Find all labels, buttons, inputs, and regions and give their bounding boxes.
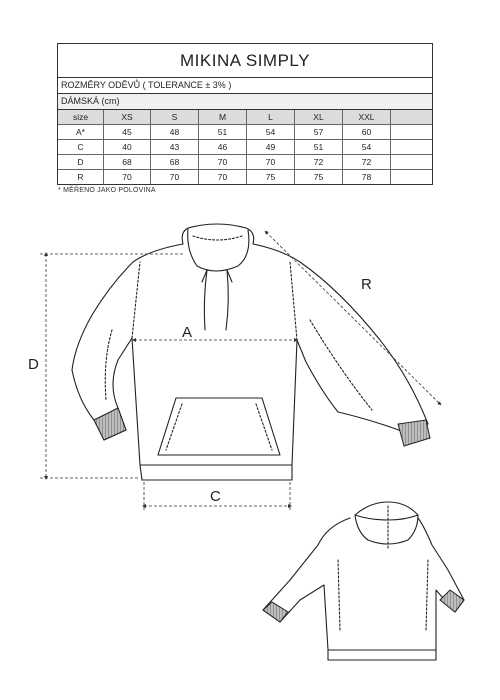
- table-cell: C: [58, 140, 104, 155]
- table-subtitle: ROZMĚRY ODĚVŮ ( TOLERANCE ± 3% ): [58, 78, 432, 94]
- table-cell: D: [58, 155, 104, 170]
- header-cell: S: [151, 110, 199, 125]
- table-cell: 45: [104, 125, 151, 140]
- table-cell: 78: [343, 170, 391, 184]
- table-cell: 60: [343, 125, 391, 140]
- table-cell: 51: [199, 125, 247, 140]
- table-cell: 70: [247, 155, 295, 170]
- header-cell: size: [58, 110, 104, 125]
- table-cell: 68: [104, 155, 151, 170]
- dimension-label-c: C: [210, 488, 221, 505]
- table-cell: 40: [104, 140, 151, 155]
- header-cell: XL: [295, 110, 343, 125]
- table-title: MIKINA SIMPLY: [58, 44, 432, 78]
- table-cell: 72: [295, 155, 343, 170]
- table-cell: 68: [151, 155, 199, 170]
- header-cell: L: [247, 110, 295, 125]
- header-cell: M: [199, 110, 247, 125]
- measurement-note: * MĚŘENO JAKO POLOVINA: [58, 187, 156, 194]
- dimension-label-a: A: [182, 324, 193, 341]
- front-hoodie: [72, 224, 428, 480]
- header-cell: XXL: [343, 110, 391, 125]
- table-cell: 75: [295, 170, 343, 184]
- header-cell: XS: [104, 110, 151, 125]
- table-cell: 70: [199, 170, 247, 184]
- table-cell: 70: [151, 170, 199, 184]
- table-cell: 72: [343, 155, 391, 170]
- table-cell: 43: [151, 140, 199, 155]
- table-cell: 75: [247, 170, 295, 184]
- dimension-lines: [40, 232, 440, 512]
- table-cell: 54: [343, 140, 391, 155]
- table-cell: 70: [104, 170, 151, 184]
- table-section: DÁMSKÁ (cm): [58, 94, 432, 110]
- back-hoodie: [263, 502, 464, 660]
- table-cell: 46: [199, 140, 247, 155]
- table-cell: 48: [151, 125, 199, 140]
- dimension-label-d: D: [28, 356, 39, 373]
- table-cell: 57: [295, 125, 343, 140]
- ribbed-cuffs: [94, 408, 464, 622]
- table-cell: A*: [58, 125, 104, 140]
- table-cell: R: [58, 170, 104, 184]
- table-cell: 54: [247, 125, 295, 140]
- dimension-label-r: R: [361, 276, 372, 293]
- table-cell: 51: [295, 140, 343, 155]
- table-cell: 70: [199, 155, 247, 170]
- table-cell: 49: [247, 140, 295, 155]
